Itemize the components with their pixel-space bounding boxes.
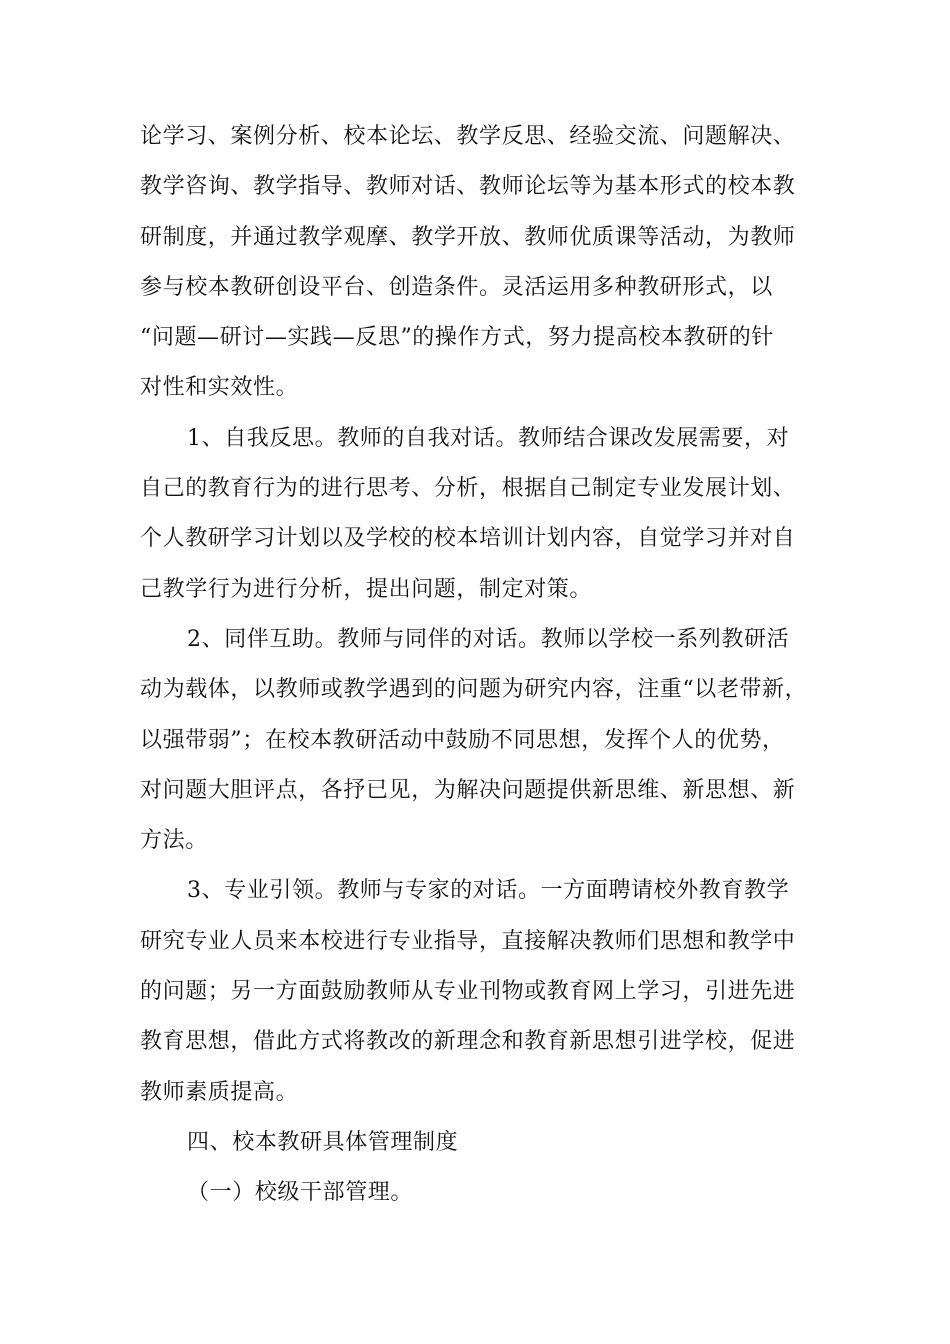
- text-line: 个人教研学习计划以及学校的校本培训计划内容，自觉学习并对自: [140, 526, 796, 552]
- text-line: 方法。: [140, 828, 208, 854]
- paragraph-2-start: 2、同伴互助。教师与同伴的对话。教师以学校一系列教研活: [187, 626, 790, 652]
- text-line: 参与校本教研创设平台、创造条件。灵活运用多种教研形式，以: [140, 274, 773, 300]
- text-line: 对问题大胆评点，各抒已见，为解决问题提供新思维、新思想、新: [140, 777, 796, 803]
- paragraph-1-start: 1、自我反思。教师的自我对话。教师结合课改发展需要，对: [187, 425, 790, 451]
- subsection-heading: （一）校级干部管理。: [187, 1180, 414, 1206]
- text-line: 对性和实效性。: [140, 375, 299, 401]
- text-line: 研制度，并通过教学观摩、教学开放、教师优质课等活动，为教师: [140, 224, 796, 250]
- paragraph-3-start: 3、专业引领。教师与专家的对话。一方面聘请校外教育教学: [187, 878, 790, 904]
- text-line: 动为载体，以教师或教学遇到的问题为研究内容，注重“以老带新，: [140, 677, 808, 703]
- text-line: 教师素质提高。: [140, 1079, 299, 1105]
- text-line: “问题—研讨—实践—反思”的操作方式，努力提高校本教研的针: [140, 325, 774, 351]
- document-body: [140, 112, 830, 1219]
- text-line: 论学习、案例分析、校本论坛、教学反思、经验交流、问题解决、: [140, 124, 796, 149]
- text-line: 研究专业人员来本校进行专业指导，直接解决教师们思想和教学中: [140, 928, 796, 954]
- text-line: 自己的教育行为的进行思考、分析，根据自己制定专业发展计划、: [140, 476, 796, 502]
- text-line: 教育思想，借此方式将教改的新理念和教育新思想引进学校，促进: [140, 1029, 796, 1055]
- text-line: 以强带弱”；在校本教研活动中鼓励不同思想，发挥个人的优势，: [140, 727, 785, 753]
- section-heading: 四、校本教研具体管理制度: [187, 1129, 459, 1155]
- text-line: 教学咨询、教学指导、教师对话、教师论坛等为基本形式的校本教: [140, 174, 796, 200]
- text-line: 己教学行为进行分析，提出问题，制定对策。: [140, 576, 593, 602]
- text-line: 的问题；另一方面鼓励教师从专业刊物或教育网上学习，引进先进: [140, 979, 796, 1005]
